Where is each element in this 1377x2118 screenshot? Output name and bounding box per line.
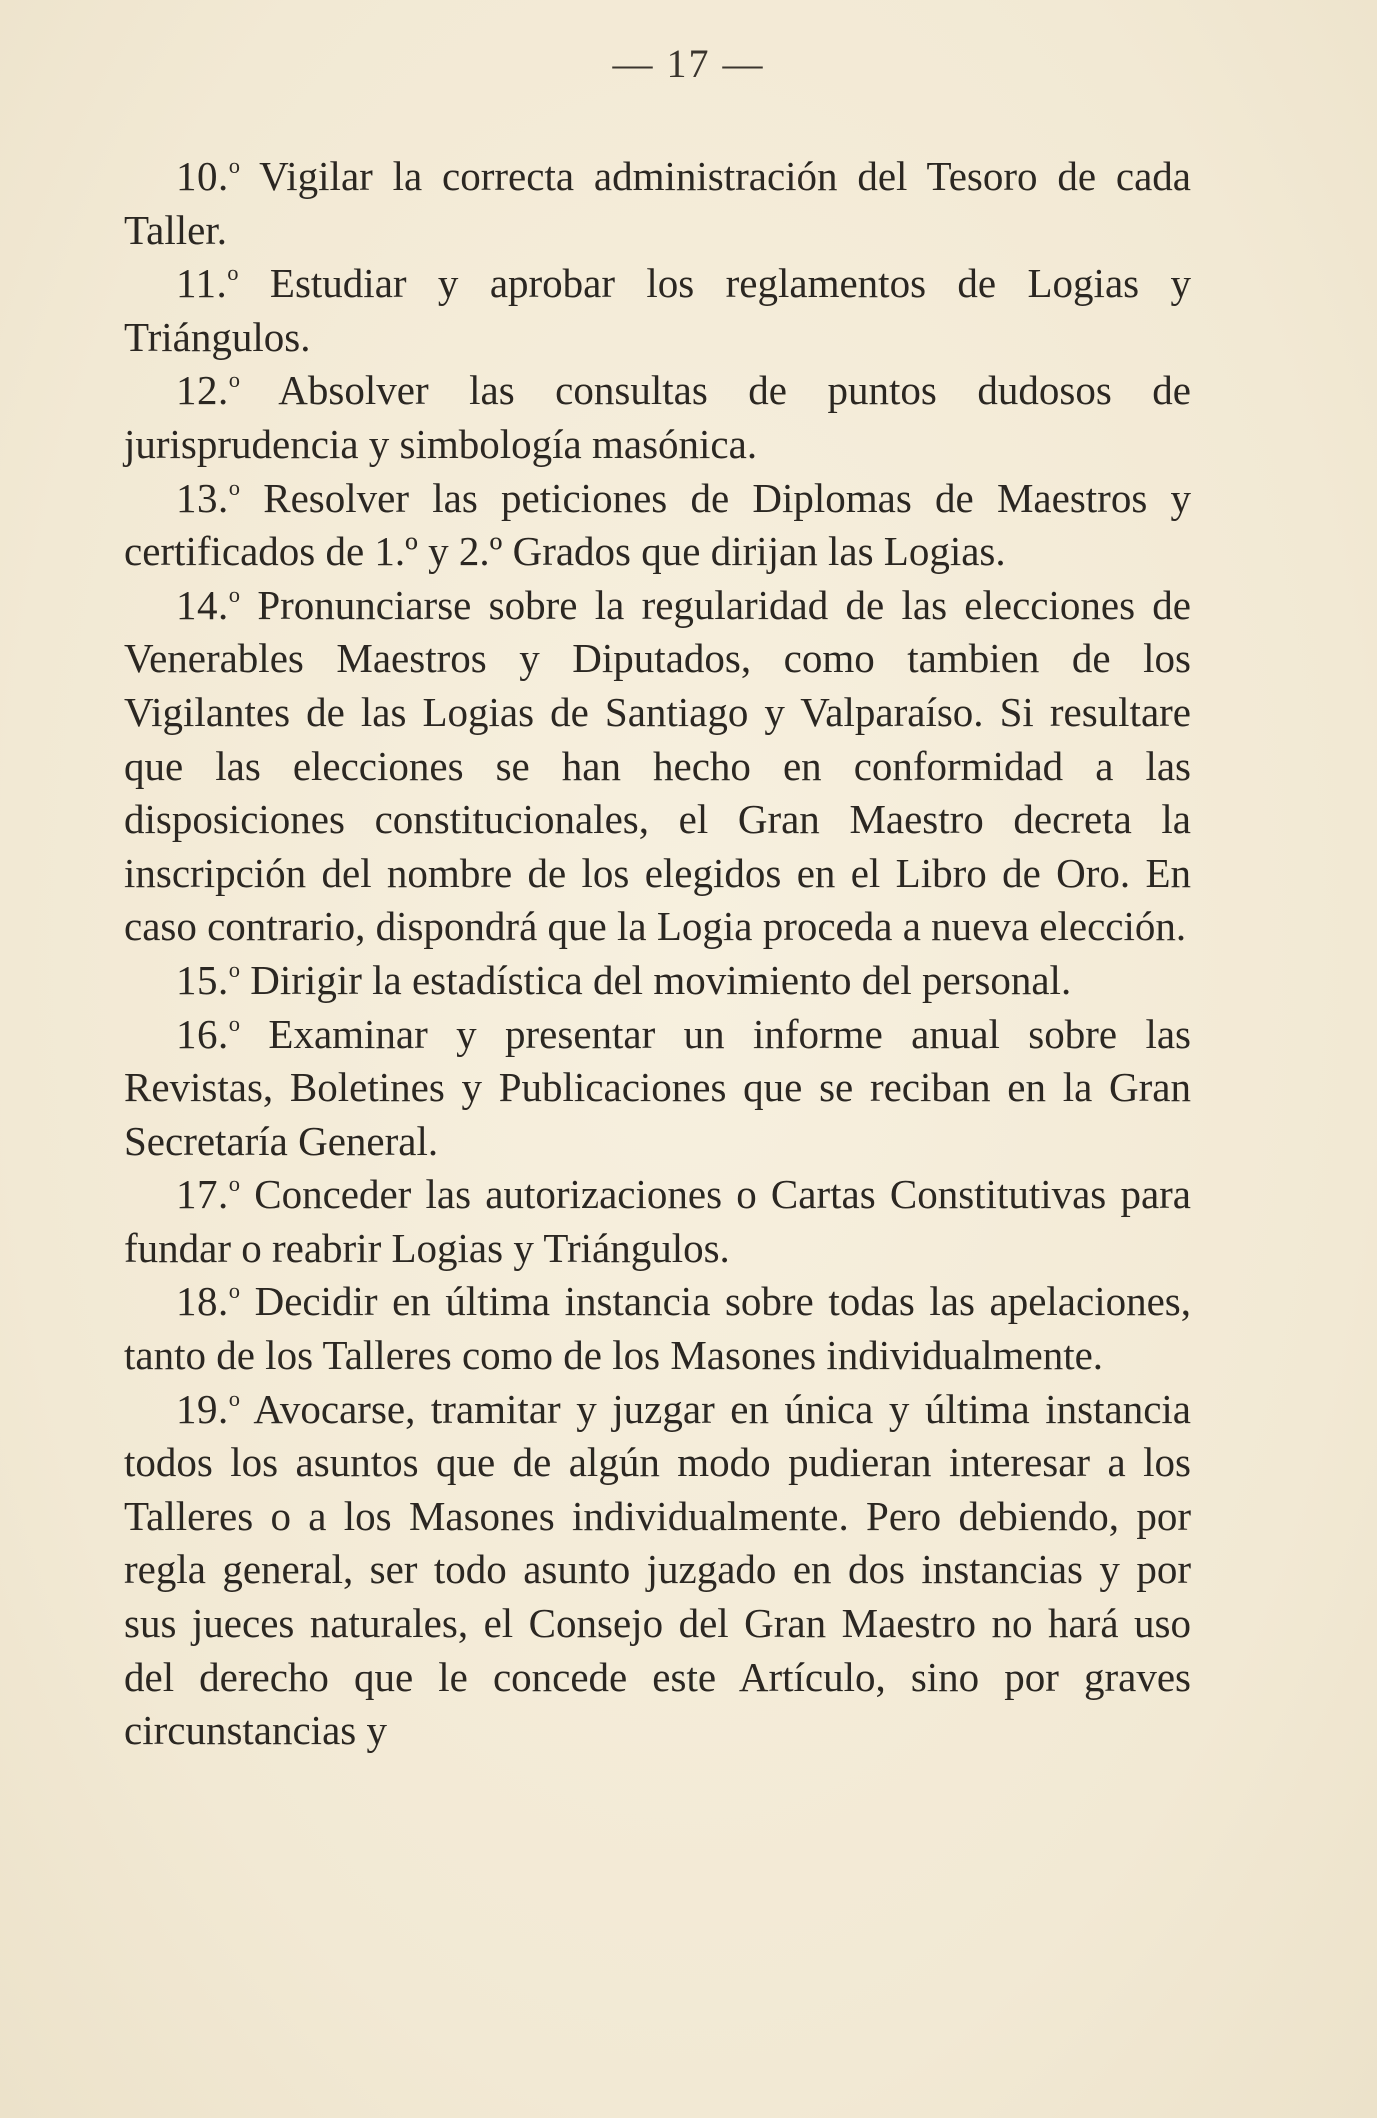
- ordinal-mark: o: [228, 1385, 241, 1411]
- article-number: 18.: [176, 1278, 229, 1325]
- article-text: Decidir en última instancia sobre todas las apelaciones, tanto de los Talleres como de los Masones individualmente.: [124, 1278, 1191, 1379]
- article-item: [124, 1168, 1191, 1275]
- article-list: [124, 150, 1191, 1758]
- ordinal-mark: o: [228, 474, 241, 500]
- article-number: 10.: [176, 153, 229, 199]
- article-number: 12.: [176, 367, 229, 414]
- article-text: Vigilar la correcta administración del Tesoro de cada Taller.: [124, 153, 1191, 253]
- article-text: Conceder las autorizaciones o Cartas Constitutivas para fundar o reabrir Logias y Triángulos.: [124, 1171, 1191, 1271]
- article-item: [124, 472, 1191, 579]
- article-item: [124, 579, 1191, 954]
- ordinal-mark: o: [228, 1010, 241, 1036]
- article-number: 14.: [176, 581, 229, 628]
- article-number: 11.: [176, 260, 228, 307]
- article-item: [124, 1275, 1191, 1382]
- ordinal-mark: o: [228, 1278, 241, 1304]
- article-text: Pronunciarse sobre la regularidad de las elecciones de Venerables Maestros y Diputados, como tambien de los Vigilantes de las Logias de Santiago y Valparaíso. Si resultare que las elecciones se han hecho en conformidad a las disposiciones constitucionales, el Gran Maestro decreta la inscripción del nombre de los elegidos en el Libro de Oro. En caso contrario, dispondrá que la Logia proceda a nueva elección.: [124, 581, 1192, 950]
- article-item: [124, 954, 1191, 1008]
- page-number: — 17 —: [612, 41, 765, 86]
- article-number: 19.: [176, 1385, 229, 1432]
- ordinal-mark: o: [228, 367, 241, 393]
- article-item: [124, 364, 1191, 471]
- article-text: Avocarse, tramitar y juzgar en única y última instancia todos los asuntos que de algún modo pudieran interesar a los Talleres o a los Masones individualmente. Pero debiendo, por regla general, ser todo asunto juzgado en dos instancias y por sus jueces naturales, el Consejo del Gran Maestro no hará uso del derecho que le concede este Artículo, sino por graves circunstancias y: [124, 1385, 1191, 1754]
- ordinal-mark: o: [227, 260, 239, 286]
- article-item: [124, 1383, 1191, 1758]
- ordinal-mark: o: [228, 957, 241, 982]
- article-text: Resolver las peticiones de Diplomas de Maestros y certificados de 1.º y 2.º Grados que dirijan las Logias.: [124, 474, 1191, 575]
- article-number: 13.: [176, 474, 229, 521]
- article-number: 16.: [176, 1010, 229, 1057]
- article-text: Examinar y presentar un informe anual sobre las Revistas, Boletines y Publicaciones que se reciban en la Gran Secretaría General.: [124, 1010, 1192, 1164]
- article-number: 17.: [176, 1171, 229, 1218]
- ordinal-mark: o: [228, 153, 241, 179]
- article-text: Absolver las consultas de puntos dudosos de jurisprudencia y simbología masónica.: [124, 367, 1191, 467]
- article-item: [124, 257, 1191, 364]
- ordinal-mark: o: [228, 581, 241, 607]
- article-text: Dirigir la estadística del movimiento del personal.: [250, 956, 1072, 1003]
- article-text: Estudiar y aprobar los reglamentos de Logias y Triángulos.: [124, 260, 1191, 360]
- ordinal-mark: o: [228, 1171, 241, 1197]
- article-number: 15.: [176, 956, 229, 1003]
- article-item: [124, 1008, 1191, 1169]
- article-item: [124, 150, 1191, 257]
